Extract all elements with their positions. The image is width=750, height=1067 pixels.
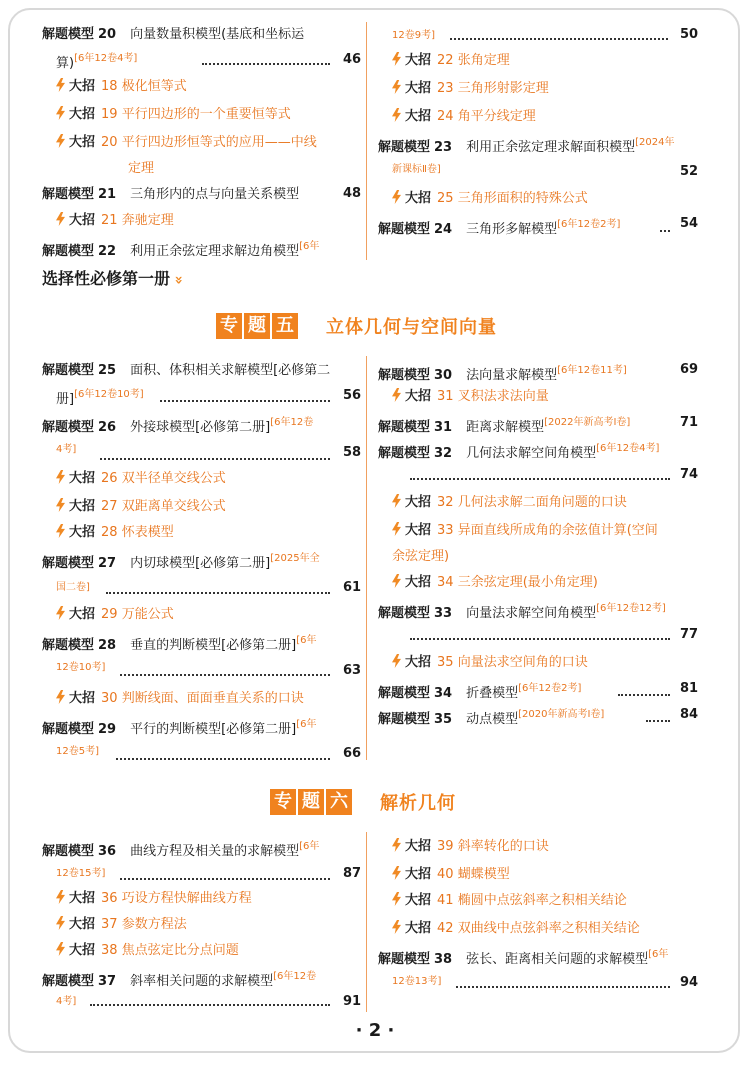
entry-title-cont: 册] (56, 392, 75, 407)
toc-entry-dazhao-25[interactable] (392, 188, 588, 210)
entry-label: 大招 (405, 655, 432, 670)
leader-dots (410, 638, 670, 640)
entry-ref: [2024年 (635, 137, 675, 148)
entry-num: 25 (437, 191, 454, 206)
topic-char: 题 (244, 313, 270, 339)
leader-dots (618, 694, 670, 696)
entry-title: 法向量求解模型 (466, 368, 558, 383)
section-heading-text: 选择性必修第一册 (42, 269, 171, 288)
entry-label: 大招 (405, 921, 432, 936)
entry-ref: 12卷13考] (392, 976, 442, 987)
entry-title: 曲线方程及相关量的求解模型 (130, 844, 300, 859)
toc-entry-model-24[interactable] (378, 214, 620, 241)
entry-label: 大招 (69, 891, 96, 906)
toc-entry-model-37-cont (56, 990, 76, 1013)
page-ref: 46 (343, 52, 362, 67)
toc-entry-model-38[interactable] (378, 944, 668, 971)
toc-entry-model-25[interactable] (42, 360, 330, 382)
entry-num: 23 (434, 140, 453, 155)
entry-ref: 12卷10考] (56, 662, 106, 673)
page-ref: 66 (343, 746, 362, 761)
entry-num: 20 (101, 135, 118, 150)
page-ref: 54 (680, 216, 699, 231)
entry-num: 33 (437, 523, 454, 538)
entry-num: 28 (101, 525, 118, 540)
entry-num: 31 (437, 389, 454, 404)
entry-title: 椭圆中点弦斜率之积相关结论 (457, 893, 627, 908)
bolt-icon (392, 574, 401, 588)
page-ref: 87 (343, 866, 362, 881)
entry-label: 大招 (69, 943, 96, 958)
entry-title-cont: 定理 (128, 161, 155, 176)
bolt-icon (392, 494, 401, 508)
topic-title: 解析几何 (380, 793, 456, 814)
page-ref: 77 (680, 627, 699, 642)
entry-title: 双曲线中点弦斜率之积相关结论 (457, 921, 640, 936)
topic-5-header[interactable] (216, 313, 497, 339)
toc-entry-model-22[interactable] (42, 236, 319, 263)
entry-ref: 新课标Ⅱ卷] (392, 164, 441, 175)
page-ref: 84 (680, 707, 699, 722)
topic-6-header[interactable] (270, 789, 456, 815)
entry-label: 解题模型 (42, 363, 95, 378)
bolt-icon (56, 690, 65, 704)
entry-label: 大招 (405, 109, 432, 124)
leader-dots (646, 720, 670, 722)
entry-title: 双距离单交线公式 (121, 499, 226, 514)
entry-title: 三角形面积的特殊公式 (457, 191, 588, 206)
entry-title: 奔驰定理 (121, 213, 174, 228)
entry-num: 18 (101, 79, 118, 94)
entry-label: 解题模型 (378, 952, 431, 967)
entry-title: 平行四边形恒等式的应用——中线 (121, 135, 317, 150)
leader-dots (660, 230, 670, 232)
entry-title: 怀表模型 (121, 525, 174, 540)
entry-title: 异面直线所成角的余弦值计算(空间 (457, 523, 658, 538)
toc-entry-dazhao-39[interactable] (392, 836, 549, 858)
entry-title: 万能公式 (121, 607, 174, 622)
entry-num: 22 (437, 53, 454, 68)
page-ref: 48 (343, 186, 362, 201)
bolt-icon (392, 838, 401, 852)
entry-num: 21 (98, 187, 117, 202)
entry-label: 大招 (69, 107, 96, 122)
entry-num: 38 (101, 943, 118, 958)
entry-title-cont: 余弦定理) (392, 549, 450, 564)
toc-entry-model-25-cont (56, 384, 144, 411)
entry-ref: [6年 (296, 719, 317, 730)
toc-entry-dazhao-18[interactable] (56, 76, 187, 98)
toc-entry-model-22-cont (392, 24, 435, 47)
toc-entry-model-26[interactable] (42, 412, 313, 439)
entry-num: 39 (437, 839, 454, 854)
entry-ref: [2020年新高考Ⅰ卷] (518, 709, 605, 720)
toc-entry-model-28[interactable] (42, 630, 317, 657)
entry-ref: [6年12卷11考] (557, 365, 627, 376)
entry-label: 大招 (405, 523, 432, 538)
entry-num: 19 (101, 107, 118, 122)
bolt-icon (392, 892, 401, 906)
toc-entry-dazhao-32[interactable] (392, 492, 627, 514)
column-divider (366, 22, 367, 260)
entry-label: 大招 (405, 191, 432, 206)
entry-ref: [6年 (299, 841, 320, 852)
entry-title: 几何法求解空间角模型 (466, 446, 597, 461)
entry-num: 23 (437, 81, 454, 96)
toc-entry-dazhao-20[interactable] (56, 132, 317, 154)
toc-entry-dazhao-24[interactable] (392, 106, 536, 128)
bolt-icon (56, 606, 65, 620)
entry-num: 26 (101, 471, 118, 486)
entry-title: 内切球模型[必修第二册] (130, 556, 271, 571)
entry-num: 24 (437, 109, 454, 124)
entry-title: 三角形内的点与向量关系模型 (130, 187, 300, 202)
toc-entry-model-23-cont (392, 158, 441, 181)
entry-ref: [6年 (299, 241, 320, 252)
chevron-down-icon: » (170, 275, 187, 285)
entry-ref: [6年12卷4考] (74, 53, 138, 64)
entry-num: 36 (98, 844, 117, 859)
toc-entry-dazhao-19[interactable] (56, 104, 291, 126)
entry-title: 动点模型 (466, 712, 519, 727)
bolt-icon (392, 108, 401, 122)
bolt-icon (56, 942, 65, 956)
bolt-icon (56, 470, 65, 484)
entry-title-cont: 算) (56, 56, 75, 71)
toc-entry-model-20[interactable] (42, 24, 304, 46)
toc-entry-model-36[interactable] (42, 836, 319, 863)
toc-entry-dazhao-36[interactable] (56, 888, 252, 910)
entry-title: 三角形射影定理 (457, 81, 549, 96)
entry-label: 解题模型 (42, 844, 95, 859)
entry-num: 32 (437, 495, 454, 510)
entry-title: 几何法求解二面角问题的口诀 (457, 495, 627, 510)
leader-dots (106, 592, 330, 594)
entry-label: 解题模型 (378, 222, 431, 237)
entry-ref: 4考] (56, 444, 77, 455)
entry-num: 41 (437, 893, 454, 908)
entry-num: 42 (437, 921, 454, 936)
entry-num: 25 (98, 363, 117, 378)
toc-entry-model-28-cont (56, 656, 105, 679)
entry-ref: 12卷9考] (392, 30, 435, 41)
entry-label: 大招 (405, 389, 432, 404)
column-divider (366, 832, 367, 1012)
leader-dots (410, 478, 670, 480)
entry-label: 大招 (69, 499, 96, 514)
topic-char: 专 (216, 313, 242, 339)
toc-entry-dazhao-22[interactable] (392, 50, 510, 72)
bolt-icon (56, 106, 65, 120)
entry-ref: [6年12卷 (273, 971, 317, 982)
leader-dots (100, 458, 330, 460)
entry-label: 大招 (69, 213, 96, 228)
toc-entry-dazhao-29[interactable] (56, 604, 174, 626)
toc-entry-dazhao-33-cont (392, 546, 449, 568)
entry-num: 29 (98, 722, 117, 737)
toc-entry-dazhao-20-cont (128, 158, 154, 180)
entry-label: 大招 (69, 471, 96, 486)
entry-label: 解题模型 (378, 140, 431, 155)
entry-ref: [6年12卷10考] (74, 389, 144, 400)
toc-entry-model-30[interactable] (378, 360, 627, 387)
entry-title: 折叠模型 (466, 686, 519, 701)
entry-title: 利用正余弦定理求解边角模型 (130, 244, 300, 259)
bolt-icon (392, 522, 401, 536)
entry-title: 蝴蝶模型 (457, 867, 510, 882)
bolt-icon (392, 52, 401, 66)
toc-entry-model-38-cont (392, 970, 441, 993)
toc-entry-model-31[interactable] (378, 412, 630, 439)
entry-num: 34 (434, 686, 453, 701)
entry-label: 大招 (405, 839, 432, 854)
page-ref: 56 (343, 388, 362, 403)
entry-label: 解题模型 (42, 638, 95, 653)
toc-entry-model-21[interactable] (42, 184, 299, 206)
bolt-icon (56, 498, 65, 512)
bolt-icon (56, 212, 65, 226)
bolt-icon (56, 890, 65, 904)
toc-entry-model-29[interactable] (42, 714, 317, 741)
entry-title: 向量法求解空间角模型 (466, 606, 597, 621)
topic-char: 六 (326, 789, 352, 815)
entry-label: 解题模型 (42, 556, 95, 571)
toc-entry-model-29-cont (56, 740, 99, 763)
entry-label: 大招 (405, 575, 432, 590)
toc-entry-dazhao-26[interactable] (56, 468, 226, 490)
entry-num: 37 (98, 974, 117, 989)
page-ref: 81 (680, 681, 699, 696)
entry-label: 大招 (405, 893, 432, 908)
bolt-icon (392, 920, 401, 934)
entry-title: 利用正余弦定理求解面积模型 (466, 140, 636, 155)
section-heading (42, 266, 187, 289)
entry-label: 解题模型 (42, 722, 95, 737)
entry-label: 大招 (405, 53, 432, 68)
toc-entry-dazhao-38[interactable] (56, 940, 239, 962)
entry-num: 27 (98, 556, 117, 571)
entry-num: 33 (434, 606, 453, 621)
entry-title: 平行四边形的一个重要恒等式 (121, 107, 291, 122)
entry-ref: [2022年新高考Ⅰ卷] (544, 417, 631, 428)
entry-title: 判断线面、面面垂直关系的口诀 (121, 691, 304, 706)
entry-label: 大招 (405, 495, 432, 510)
leader-dots (450, 38, 668, 40)
leader-dots (160, 400, 330, 402)
page-ref: 94 (680, 975, 699, 990)
entry-label: 大招 (69, 79, 96, 94)
bolt-icon (56, 134, 65, 148)
page-ref: 61 (343, 580, 362, 595)
entry-label: 解题模型 (378, 712, 431, 727)
entry-num: 22 (98, 244, 117, 259)
toc-entry-dazhao-28[interactable] (56, 522, 174, 544)
toc-entry-dazhao-30[interactable] (56, 688, 304, 710)
entry-ref: [2025年全 (270, 553, 320, 564)
page-number: · 2 · (355, 1020, 395, 1041)
entry-ref: [6年12卷 (270, 417, 314, 428)
page-ref: 52 (680, 164, 699, 179)
entry-title: 平行的判断模型[必修第二册] (130, 722, 297, 737)
entry-title: 面积、体积相关求解模型[必修第二 (130, 363, 331, 378)
leader-dots (116, 758, 330, 760)
entry-label: 解题模型 (378, 368, 431, 383)
toc-entry-dazhao-41[interactable] (392, 890, 627, 912)
toc-entry-model-36-cont (56, 862, 105, 885)
toc-entry-model-23[interactable] (378, 132, 674, 159)
leader-dots (90, 1004, 330, 1006)
entry-label: 解题模型 (42, 187, 95, 202)
entry-num: 34 (437, 575, 454, 590)
entry-num: 38 (434, 952, 453, 967)
entry-label: 大招 (69, 607, 96, 622)
entry-num: 32 (434, 446, 453, 461)
leader-dots (456, 986, 670, 988)
entry-title: 焦点弦定比分点问题 (121, 943, 239, 958)
entry-title: 垂直的判断模型[必修第二册] (130, 638, 297, 653)
entry-num: 35 (437, 655, 454, 670)
toc-entry-dazhao-40[interactable] (392, 864, 510, 886)
page-ref: 71 (680, 415, 699, 430)
entry-ref: [6年 (296, 635, 317, 646)
entry-title: 双半径单交线公式 (121, 471, 226, 486)
entry-ref: 4考] (56, 996, 77, 1007)
bolt-icon (392, 654, 401, 668)
entry-num: 31 (434, 420, 453, 435)
entry-title: 外接球模型[必修第二册] (130, 420, 271, 435)
bolt-icon (392, 388, 401, 402)
toc-entry-model-26-cont (56, 438, 76, 461)
entry-label: 解题模型 (378, 420, 431, 435)
toc-entry-dazhao-33[interactable] (392, 520, 658, 542)
entry-title: 向量法求空间角的口诀 (457, 655, 588, 670)
page-ref: 91 (343, 994, 362, 1009)
entry-ref: [6年12卷12考] (596, 603, 666, 614)
entry-title: 距离求解模型 (466, 420, 545, 435)
entry-label: 解题模型 (378, 446, 431, 461)
entry-label: 大招 (405, 867, 432, 882)
toc-entry-dazhao-27[interactable] (56, 496, 226, 518)
leader-dots (202, 63, 330, 65)
entry-label: 解题模型 (378, 686, 431, 701)
entry-title: 巧设方程快解曲线方程 (121, 891, 252, 906)
bolt-icon (56, 916, 65, 930)
entry-label: 大招 (69, 917, 96, 932)
entry-num: 28 (98, 638, 117, 653)
entry-title: 斜率转化的口诀 (457, 839, 549, 854)
entry-ref: [6年12卷2考] (518, 683, 582, 694)
entry-title: 角平分线定理 (457, 109, 536, 124)
entry-num: 21 (101, 213, 118, 228)
entry-label: 大招 (69, 525, 96, 540)
page-ref: 74 (680, 467, 699, 482)
toc-entry-dazhao-37[interactable] (56, 914, 187, 936)
leader-dots (120, 674, 330, 676)
entry-num: 30 (101, 691, 118, 706)
entry-ref: [6年 (648, 949, 669, 960)
entry-num: 24 (434, 222, 453, 237)
entry-num: 20 (98, 27, 117, 42)
entry-label: 解题模型 (42, 27, 95, 42)
entry-label: 解题模型 (378, 606, 431, 621)
entry-label: 大招 (69, 691, 96, 706)
entry-title: 三角形多解模型 (466, 222, 558, 237)
bolt-icon (392, 80, 401, 94)
leader-dots (120, 878, 330, 880)
toc-entry-dazhao-31[interactable] (392, 386, 549, 408)
entry-title: 向量数量积模型(基底和坐标运 (130, 27, 305, 42)
entry-ref: 12卷5考] (56, 746, 99, 757)
topic-char: 五 (272, 313, 298, 339)
entry-label: 解题模型 (42, 244, 95, 259)
entry-title: 三余弦定理(最小角定理) (457, 575, 598, 590)
entry-ref: 国二卷] (56, 582, 90, 593)
entry-label: 大招 (69, 135, 96, 150)
entry-ref: [6年12卷2考] (557, 219, 621, 230)
topic-char: 专 (270, 789, 296, 815)
toc-entry-dazhao-23[interactable] (392, 78, 549, 100)
toc-entry-model-32[interactable] (378, 438, 659, 465)
toc-entry-model-27[interactable] (42, 548, 320, 575)
entry-title: 斜率相关问题的求解模型 (130, 974, 274, 989)
bolt-icon (56, 78, 65, 92)
toc-entry-model-33[interactable] (378, 598, 666, 625)
toc-entry-model-20-cont (56, 48, 137, 75)
entry-label: 解题模型 (42, 974, 95, 989)
entry-title: 张角定理 (457, 53, 510, 68)
entry-title: 弦长、距离相关问题的求解模型 (466, 952, 649, 967)
toc-entry-dazhao-34[interactable] (392, 572, 598, 594)
entry-num: 40 (437, 867, 454, 882)
topic-char: 题 (298, 789, 324, 815)
bolt-icon (392, 190, 401, 204)
bolt-icon (392, 866, 401, 880)
column-divider (366, 356, 367, 760)
toc-entry-model-34[interactable] (378, 678, 581, 705)
entry-title: 参数方程法 (121, 917, 187, 932)
page-ref: 58 (343, 445, 362, 460)
entry-ref: 12卷15考] (56, 868, 106, 879)
entry-num: 26 (98, 420, 117, 435)
entry-num: 35 (434, 712, 453, 727)
entry-title: 极化恒等式 (121, 79, 187, 94)
entry-label: 解题模型 (42, 420, 95, 435)
entry-title: 叉积法求法向量 (457, 389, 549, 404)
toc-entry-dazhao-35[interactable] (392, 652, 588, 674)
topic-title: 立体几何与空间向量 (326, 317, 497, 338)
entry-num: 29 (101, 607, 118, 622)
toc-entry-model-37[interactable] (42, 966, 316, 993)
page-ref: 63 (343, 663, 362, 678)
entry-num: 27 (101, 499, 118, 514)
entry-num: 36 (101, 891, 118, 906)
page-ref: 50 (680, 27, 699, 42)
entry-label: 大招 (405, 81, 432, 96)
page-ref: 69 (680, 362, 699, 377)
toc-entry-model-35[interactable] (378, 704, 604, 731)
toc-entry-dazhao-42[interactable] (392, 918, 640, 940)
entry-ref: [6年12卷4考] (596, 443, 660, 454)
entry-num: 37 (101, 917, 118, 932)
bolt-icon (56, 524, 65, 538)
toc-entry-model-27-cont (56, 576, 90, 599)
toc-entry-dazhao-21[interactable] (56, 210, 174, 232)
entry-num: 30 (434, 368, 453, 383)
